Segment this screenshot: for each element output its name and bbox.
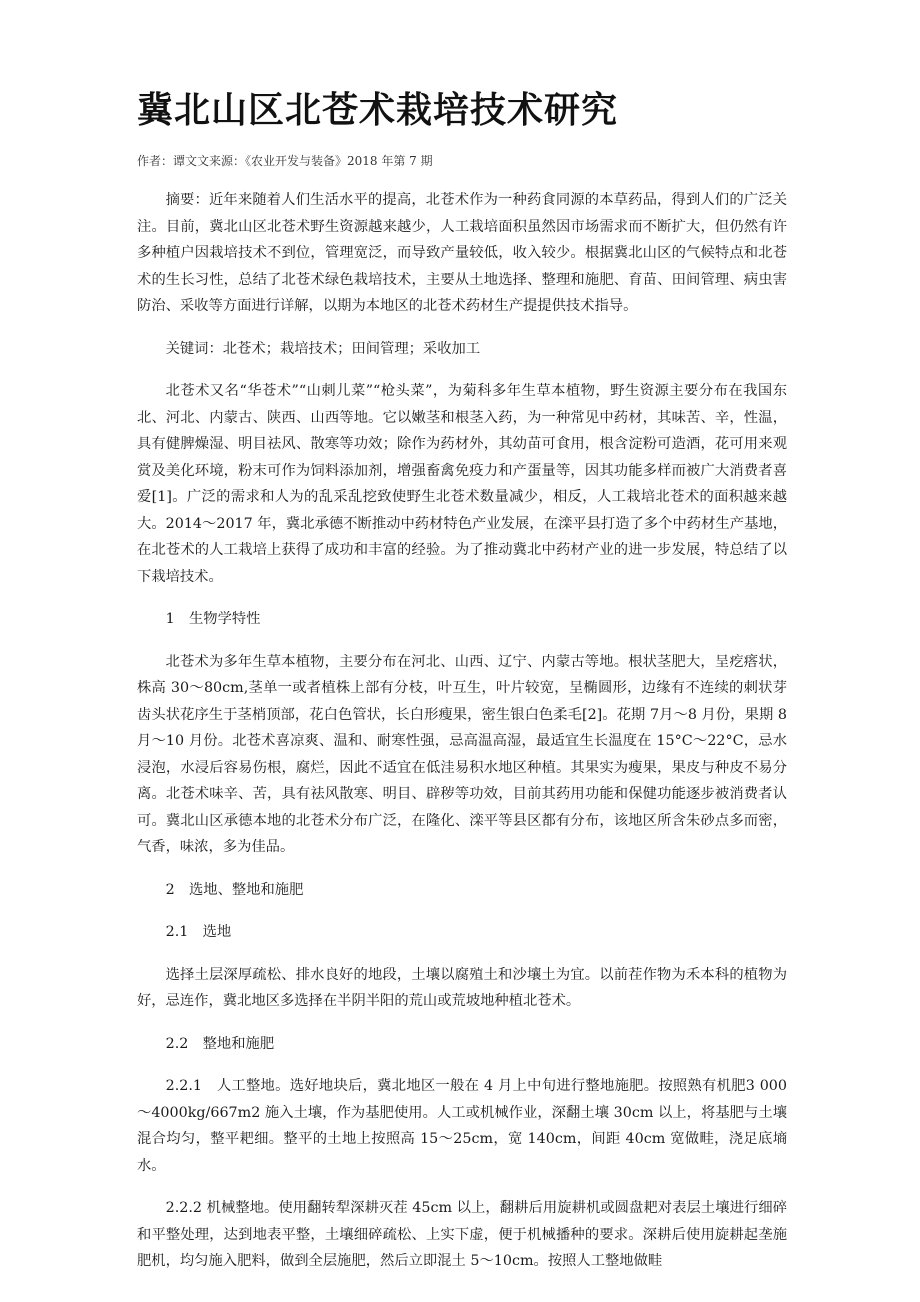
section-2-2-2-paragraph: 2.2.2 机械整地。使用翻转犁深耕灭茬 45cm 以上，翻耕后用旋耕机或圆盘耙对表层土壤进行细碎和平整处理，达到地表平整，土壤细碎疏松、上实下虚，便于机械播种的要求。深耕后使用旋耕起垄施肥机，均匀施入肥料，做到全层施肥，然后立即混土 5～10cm。按照人工整地做畦 [137, 1200, 787, 1269]
section-heading-2-1: 2.1 选地 [165, 924, 232, 940]
section-heading-1: 1 生物学特性 [165, 611, 261, 627]
abstract-paragraph: 摘要：近年来随着人们生活水平的提高，北苍术作为一种药食同源的本草药品，得到人们的广泛关注。目前，冀北山区北苍术野生资源越来越少，人工栽培面积虽然因市场需求而不断扩大，但仍然有许多种植户因栽培技术不到位，管理宽泛，而导致产量较低，收入较少。根据冀北山区的气候特点和北苍术的生长习性，总结了北苍术绿色栽培技术，主要从土地选择、整理和施肥、育苗、田间管理、病虫害防治、采收等方面进行详解，以期为本地区的北苍术药材生产提提供技术指导。 [137, 192, 787, 314]
section-2-1-paragraph: 选择土层深厚疏松、排水良好的地段，土壤以腐殖土和沙壤土为宜。以前茬作物为禾本科的植物为好，忌连作，冀北地区多选择在半阴半阳的荒山或荒坡地种植北苍术。 [137, 966, 787, 1009]
article-body [137, 187, 787, 1291]
article-title: 冀北山区北苍术栽培技术研究 [137, 89, 619, 131]
keywords-paragraph: 关键词：北苍术；栽培技术；田间管理；采收加工 [165, 340, 481, 357]
section-heading-2-2: 2.2 整地和施肥 [165, 1035, 275, 1052]
intro-paragraph: 北苍术又名“华苍术”“山刺儿菜”“枪头菜”，为菊科多年生草本植物，野生资源主要分布在我国东北、河北、内蒙古、陕西、山西等地。它以嫩茎和根茎入药，为一种常见中药材，其味苦、辛，性温，具有健脾燥湿、明目祛风、散寒等功效；除作为药材外，其幼苗可食用，根含淀粉可造酒，花可用来观赏及美化环境，粉末可作为饲料添加剂，增强畜禽免疫力和产蛋量等，因其功能多样而被广大消费者喜爱[1]。广泛的需求和人为的乱采乱挖致使野生北苍术数量减少，相反，人工栽培北苍术的面积越来越大。2014～2017 年，冀北承德不断推动中药材特色产业发展，在滦平县打造了多个中药材生产基地，在北苍术的人工栽培上获得了成功和丰富的经验。为了推动冀北中药材产业的进一步发展，特总结了以下栽培技术。 [137, 383, 787, 585]
section-heading-2: 2 选地、整地和施肥 [165, 881, 304, 898]
article-meta: 作者：谭文文来源：《农业开发与装备》2018 年第 7 期 [137, 154, 433, 168]
section-1-paragraph: 北苍术为多年生草本植物，主要分布在河北、山西、辽宁、内蒙古等地。根状茎肥大，呈疙瘩状，株高 30～80cm,茎单一或者植株上部有分枝，叶互生，叶片较宽，呈椭圆形，边缘有不连续的刺状芽齿头状花序生于茎梢顶部，花白色管状，长白形瘦果，密生银白色柔毛[2]。花期 7月～8 月份，果期 8 月～10 月份。北苍术喜凉爽、温和、耐寒性强，忌高温高湿，最适宜生长温度在 15°C～22°C，忌水浸泡，水浸后容易伤根，腐烂，因此不适宜在低洼易积水地区种植。其果实为瘦果，果皮与种皮不易分离。北苍术味辛、苦，具有祛风散寒、明目、辟秽等功效，目前其药用功能和保健功能逐步被消费者认可。冀北山区承德本地的北苍术分布广泛，在隆化、滦平等县区都有分布，该地区所含朱砂点多而密，气香，味浓，多为佳品。 [137, 653, 787, 855]
section-2-2-1-paragraph: 2.2.1 人工整地。选好地块后，冀北地区一般在 4 月上中旬进行整地施肥。按照熟有机肥3 000～4000kg/667m2 施入土壤，作为基肥使用。人工或机械作业，深翻土壤 30cm 以上，将基肥与土壤混合均匀，整平耙细。整平的土地上按照高 15～25cm，宽 140cm，间距 40cm 宽做畦，浇足底墒水。 [137, 1078, 787, 1174]
